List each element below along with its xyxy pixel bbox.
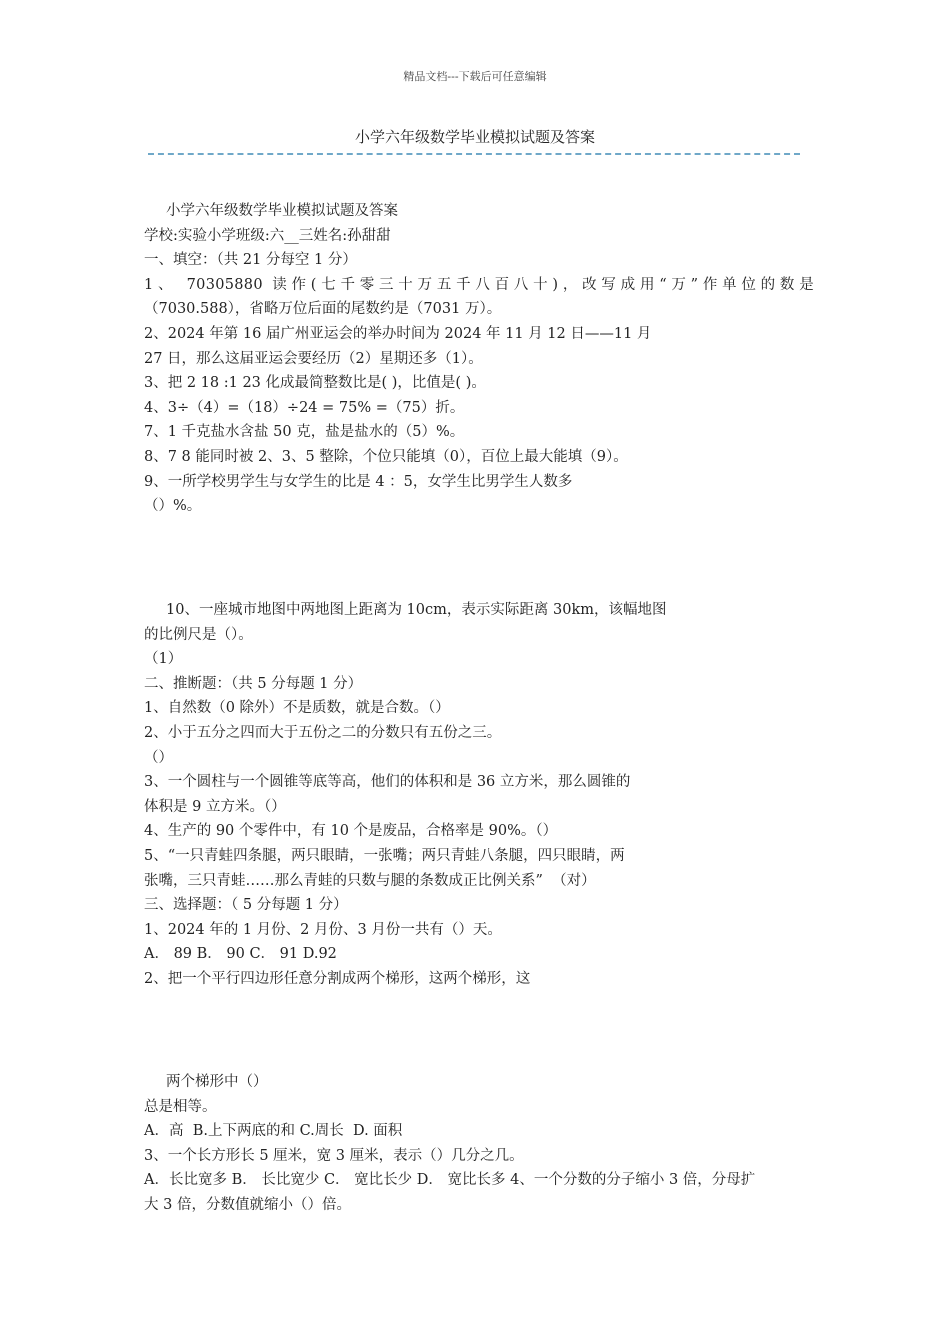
section-choice (144, 1070, 814, 1218)
answer-line: （1） (144, 651, 183, 668)
question-line: 27 日，那么这届亚运会要经历（2）星期还多（1）。 (144, 350, 483, 367)
question-line: 2、把一个平行四边形任意分割成两个梯形，这两个梯形，这 (144, 970, 531, 987)
content-title: 小学六年级数学毕业模拟试题及答案 (166, 203, 398, 219)
question-line: 1、 70305880 读作(七千零三十万五千八百八十)，改写成用“万”作单位的数是 (144, 276, 814, 293)
question-line: 的比例尺是（）。 (144, 626, 253, 643)
document-title: 小学六年级数学毕业模拟试题及答案 (354, 128, 595, 146)
question-line: 4、3÷（4）=（18）÷24 = 75% =（75）折。 (144, 399, 465, 416)
question-line: 3、一个圆柱与一个圆锥等底等高，他们的体积和是 36 立方米，那么圆锥的 (144, 774, 631, 791)
question-line: （）%。 (144, 498, 202, 515)
question-line: （7030.588），省略万位后面的尾数约是（7031 万）。 (144, 301, 502, 318)
option-line: A．长比宽多 B． 长比宽少 C． 宽比长少 D． 宽比长多 4、一个分数的分子缩小 3 倍，分母扩 (144, 1172, 756, 1189)
student-info: 学校:实验小学班级:六__三姓名:孙甜甜 (144, 227, 391, 244)
question-line: 2、2024 年第 16 届广州亚运会的举办时间为 2024 年 11 月 12 日——11 月 (144, 325, 652, 342)
question-line: 10、一座城市地图中两地图上距离为 10cm，表示实际距离 30km，该幅地图 (166, 602, 667, 618)
section-fill-blank (144, 199, 814, 519)
question-line: 4、生产的 90 个零件中，有 10 个是废品，合格率是 90%。（） (144, 823, 558, 840)
question-line: 5、“一只青蛙四条腿，两只眼睛，一张嘴；两只青蛙八条腿，四只眼睛，两 (144, 847, 625, 864)
answer-line: （） (144, 749, 173, 766)
question-line: 总是相等。 (144, 1098, 217, 1115)
question-line: 3、一个长方形长 5 厘米，宽 3 厘米，表示（）几分之几。 (144, 1147, 524, 1164)
section-heading: 一、填空：（共 21 分每空 1 分） (144, 252, 357, 269)
question-line: 1、自然数（0 除外）不是质数，就是合数。（） (144, 700, 450, 717)
section-heading: 二、推断题：（共 5 分每题 1 分） (144, 675, 363, 692)
question-line: 大 3 倍，分数值就缩小（）倍。 (144, 1196, 351, 1213)
question-line: 1、2024 年的 1 月份、2 月份、3 月份一共有（）天。 (144, 921, 502, 938)
section-heading: 三、选择题：（ 5 分每题 1 分） (144, 897, 348, 914)
dashed-divider (148, 153, 800, 155)
page-header-note: 精品文档---下载后可任意编辑 (403, 70, 547, 83)
question-line: 2、小于五分之四而大于五份之二的分数只有五份之三。 (144, 724, 502, 741)
section-judgement (144, 598, 814, 992)
question-line: 体积是 9 立方米。（） (144, 798, 286, 815)
question-line: 张嘴，三只青蛙……那么青蛙的只数与腿的条数成正比例关系” （对） (144, 872, 596, 889)
question-line: 8、7 8 能同时被 2、3、5 整除，个位只能填（0），百位上最大能填（9）。 (144, 448, 628, 465)
question-line: 9、一所学校男学生与女学生的比是 4 ：5，女学生比男学生人数多 (144, 473, 573, 490)
option-line: A．高 B.上下两底的和 C.周长 D. 面积 (144, 1123, 403, 1140)
question-line: 7、1 千克盐水含盐 50 克，盐是盐水的（5）%。 (144, 424, 465, 441)
question-line: 3、把 2 18 :1 23 化成最简整数比是( )，比值是( )。 (144, 375, 486, 392)
question-line: 两个梯形中（） (166, 1074, 268, 1090)
option-line: A． 89 B． 90 C． 91 D.92 (144, 946, 337, 963)
